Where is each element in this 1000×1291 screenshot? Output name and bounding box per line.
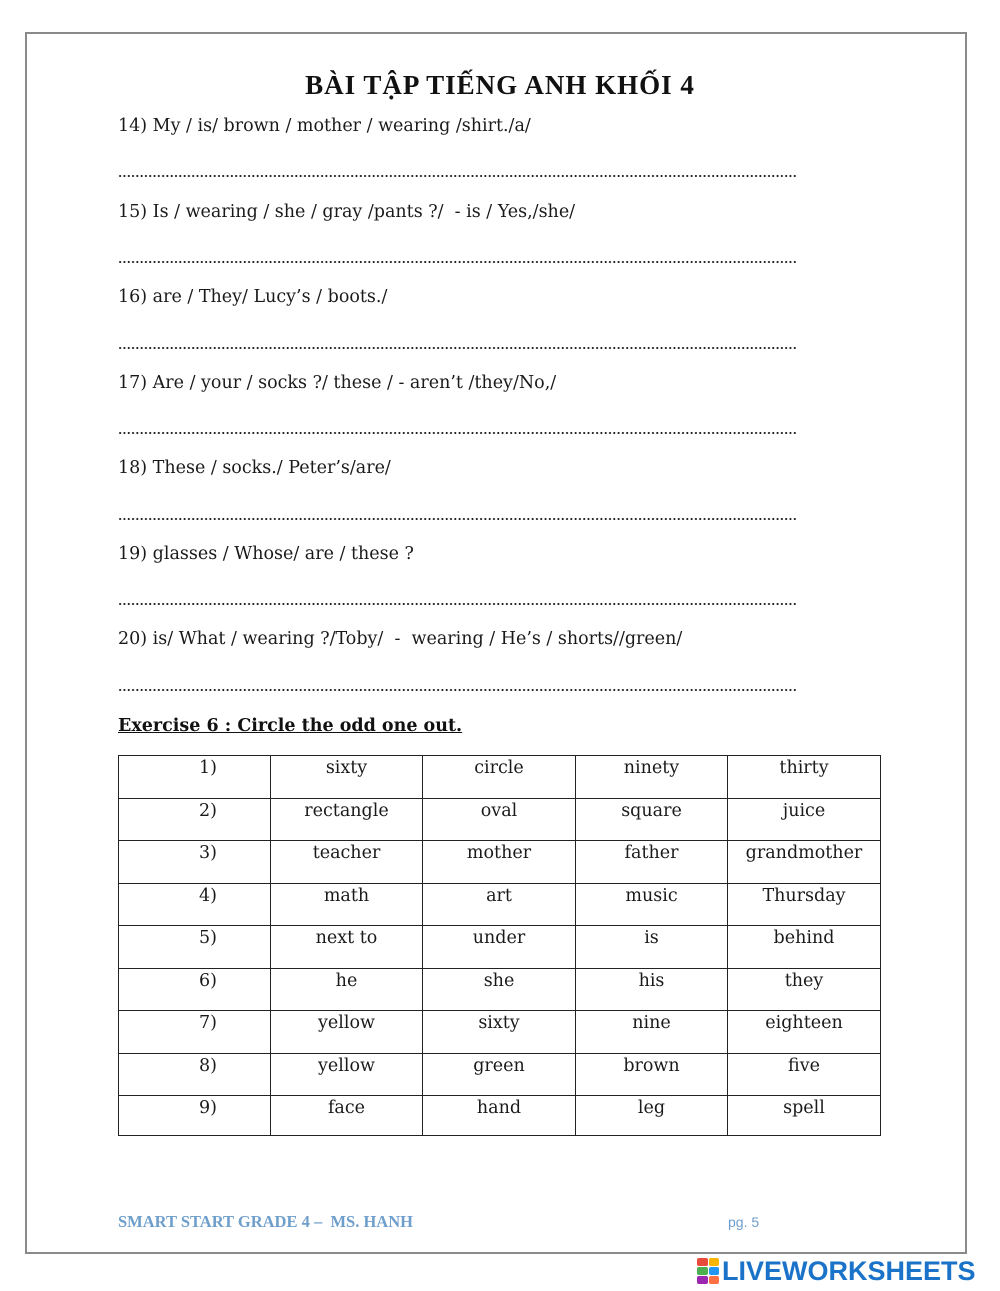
word-option[interactable]: sixty bbox=[271, 756, 423, 799]
word-option[interactable]: oval bbox=[423, 798, 576, 841]
question-17: 17) Are / your / socks ?/ these / - aren’t /they/No,/ bbox=[118, 373, 557, 393]
word-option[interactable]: hand bbox=[423, 1096, 576, 1136]
liveworksheets-icon bbox=[697, 1258, 719, 1284]
footer-page-number: pg. 5 bbox=[728, 1214, 760, 1230]
table-row bbox=[119, 798, 881, 841]
word-option[interactable]: face bbox=[271, 1096, 423, 1136]
word-option[interactable]: rectangle bbox=[271, 798, 423, 841]
row-number: 5) bbox=[119, 926, 271, 969]
logo-block bbox=[697, 1276, 708, 1284]
word-option[interactable]: five bbox=[728, 1053, 881, 1096]
row-number: 4) bbox=[119, 883, 271, 926]
word-option[interactable]: music bbox=[576, 883, 728, 926]
word-option[interactable]: ninety bbox=[576, 756, 728, 799]
answer-line-16[interactable] bbox=[118, 346, 796, 350]
word-option[interactable]: math bbox=[271, 883, 423, 926]
question-18: 18) These / socks./ Peter’s/are/ bbox=[118, 458, 391, 478]
question-16: 16) are / They/ Lucy’s / boots./ bbox=[118, 287, 388, 307]
word-option[interactable]: yellow bbox=[271, 1053, 423, 1096]
row-number: 7) bbox=[119, 1011, 271, 1054]
word-option[interactable]: leg bbox=[576, 1096, 728, 1136]
answer-line-20[interactable] bbox=[118, 688, 796, 692]
word-option[interactable]: is bbox=[576, 926, 728, 969]
footer-course-label: SMART START GRADE 4 – MS. HANH bbox=[118, 1212, 413, 1231]
logo-block bbox=[697, 1258, 708, 1266]
word-option[interactable]: mother bbox=[423, 841, 576, 884]
word-option[interactable]: Thursday bbox=[728, 883, 881, 926]
word-option[interactable]: she bbox=[423, 968, 576, 1011]
question-19: 19) glasses / Whose/ are / these ? bbox=[118, 544, 414, 564]
question-14: 14) My / is/ brown / mother / wearing /shirt./a/ bbox=[118, 116, 531, 136]
worksheet-title: BÀI TẬP TIẾNG ANH KHỐI 4 bbox=[305, 70, 695, 100]
word-option[interactable]: nine bbox=[576, 1011, 728, 1054]
table-row bbox=[119, 926, 881, 969]
word-option[interactable]: green bbox=[423, 1053, 576, 1096]
answer-line-14[interactable] bbox=[118, 174, 796, 178]
answer-line-19[interactable] bbox=[118, 602, 796, 606]
table-row bbox=[119, 841, 881, 884]
odd-one-out-table bbox=[118, 755, 881, 1136]
word-option[interactable]: next to bbox=[271, 926, 423, 969]
word-option[interactable]: juice bbox=[728, 798, 881, 841]
answer-line-18[interactable] bbox=[118, 517, 796, 521]
word-option[interactable]: art bbox=[423, 883, 576, 926]
liveworksheets-logo[interactable] bbox=[697, 1257, 976, 1285]
table-row bbox=[119, 1011, 881, 1054]
row-number: 9) bbox=[119, 1096, 271, 1136]
word-option[interactable]: teacher bbox=[271, 841, 423, 884]
logo-block bbox=[697, 1267, 708, 1275]
word-option[interactable]: grandmother bbox=[728, 841, 881, 884]
table-row bbox=[119, 756, 881, 799]
table-row bbox=[119, 1053, 881, 1096]
word-option[interactable]: thirty bbox=[728, 756, 881, 799]
question-20: 20) is/ What / wearing ?/Toby/ - wearing / He’s / shorts//green/ bbox=[118, 629, 683, 649]
word-option[interactable]: circle bbox=[423, 756, 576, 799]
answer-line-15[interactable] bbox=[118, 260, 796, 264]
word-option[interactable]: he bbox=[271, 968, 423, 1011]
row-number: 2) bbox=[119, 798, 271, 841]
table-row bbox=[119, 968, 881, 1011]
row-number: 3) bbox=[119, 841, 271, 884]
liveworksheets-logo-text: LIVEWORKSHEETS bbox=[722, 1255, 976, 1286]
word-option[interactable]: brown bbox=[576, 1053, 728, 1096]
word-option[interactable]: they bbox=[728, 968, 881, 1011]
word-option[interactable]: yellow bbox=[271, 1011, 423, 1054]
logo-block bbox=[709, 1267, 720, 1275]
word-option[interactable]: his bbox=[576, 968, 728, 1011]
logo-block bbox=[709, 1258, 720, 1266]
word-option[interactable]: sixty bbox=[423, 1011, 576, 1054]
answer-line-17[interactable] bbox=[118, 431, 796, 435]
question-15: 15) Is / wearing / she / gray /pants ?/ - is / Yes,/she/ bbox=[118, 202, 576, 222]
word-option[interactable]: eighteen bbox=[728, 1011, 881, 1054]
word-option[interactable]: under bbox=[423, 926, 576, 969]
row-number: 1) bbox=[119, 756, 271, 799]
row-number: 8) bbox=[119, 1053, 271, 1096]
word-option[interactable]: behind bbox=[728, 926, 881, 969]
exercise-heading: Exercise 6 : Circle the odd one out. bbox=[118, 716, 463, 736]
row-number: 6) bbox=[119, 968, 271, 1011]
table-row bbox=[119, 883, 881, 926]
table-row bbox=[119, 1096, 881, 1136]
word-option[interactable]: spell bbox=[728, 1096, 881, 1136]
word-option[interactable]: father bbox=[576, 841, 728, 884]
logo-block bbox=[709, 1276, 720, 1284]
word-option[interactable]: square bbox=[576, 798, 728, 841]
